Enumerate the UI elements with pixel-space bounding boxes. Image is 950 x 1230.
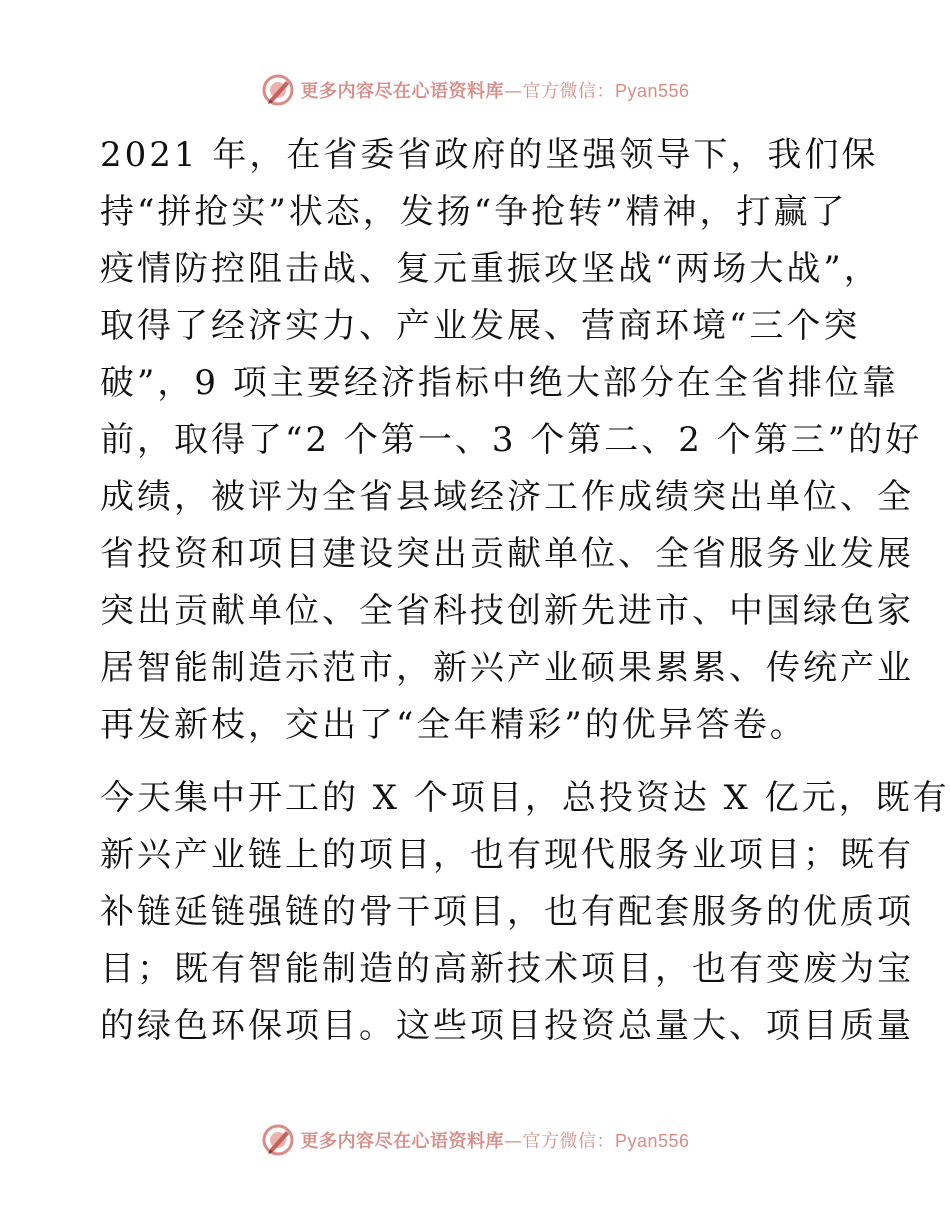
text-line: 破”，9 项主要经济指标中绝大部分在全省排位靠 (100, 363, 899, 403)
watermark-separator: — (503, 81, 523, 102)
text-line: 新兴产业链上的项目，也有现代服务业项目；既有 (100, 835, 914, 875)
watermark-brand: 更多内容尽在心语资料库 (300, 1131, 504, 1152)
watermark-brand: 更多内容尽在心语资料库 (300, 81, 504, 102)
text-line: 省投资和项目建设突出贡献单位、全省服务业发展 (100, 534, 914, 574)
text-line: 持“拼抢实”状态，发扬“争抢转”精神，打赢了 (100, 192, 848, 232)
header-watermark (0, 70, 950, 110)
watermark-wechat-id: Pyan556 (614, 1131, 690, 1151)
watermark-wechat-label: 官方微信： (522, 1131, 615, 1152)
text-line: 今天集中开工的 X 个项目，总投资达 X 亿元，既有 (100, 778, 950, 818)
paragraph-2 (100, 770, 950, 1055)
watermark-text (300, 77, 689, 103)
text-line: 前，取得了“2 个第一、3 个第二、2 个第三”的好 (100, 420, 923, 460)
text-line: 目；既有智能制造的高新技术项目，也有变废为宝 (100, 949, 914, 989)
paragraph-1 (100, 127, 923, 754)
text-line: 取得了经济实力、产业发展、营商环境“三个突 (100, 306, 861, 346)
watermark-separator: — (503, 1131, 523, 1152)
pen-circle-logo-icon (260, 72, 296, 108)
text-line: 的绿色环保项目。这些项目投资总量大、项目质量 (100, 1006, 914, 1046)
text-line: 居智能制造示范市，新兴产业硕果累累、传统产业 (100, 648, 914, 688)
document-body (100, 127, 950, 1055)
text-line: 成绩，被评为全省县域经济工作成绩突出单位、全 (100, 477, 914, 517)
watermark-wechat-label: 官方微信： (522, 81, 615, 102)
text-line: 再发新枝，交出了“全年精彩”的优异答卷。 (100, 705, 807, 745)
text-line: 2021 年，在省委省政府的坚强领导下，我们保 (100, 135, 879, 175)
footer-watermark (0, 1120, 950, 1160)
text-line: 补链延链强链的骨干项目，也有配套服务的优质项 (100, 892, 914, 932)
pen-circle-logo-icon (260, 1122, 296, 1158)
watermark-text (300, 1127, 689, 1153)
text-line: 突出贡献单位、全省科技创新先进市、中国绿色家 (100, 591, 914, 631)
text-line: 疫情防控阻击战、复元重振攻坚战“两场大战”， (100, 249, 881, 289)
watermark-wechat-id: Pyan556 (614, 81, 690, 101)
